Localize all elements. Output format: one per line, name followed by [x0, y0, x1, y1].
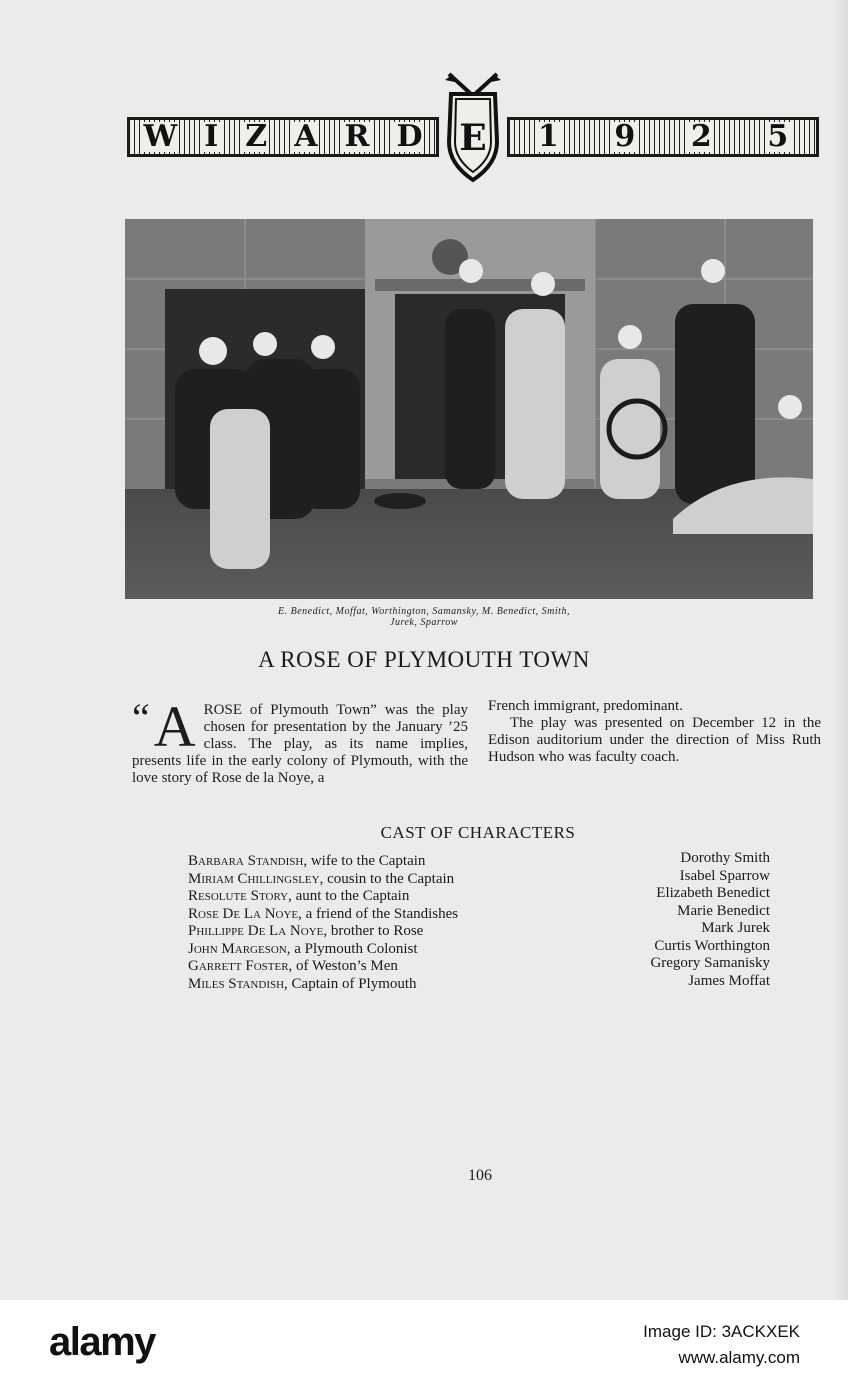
banner-letter: Z	[245, 119, 268, 154]
opening-quote-mark: “	[132, 695, 150, 740]
shield-emblem-icon	[441, 72, 505, 187]
article-paragraph: The play was presented on December 12 in the Edison auditorium under the direction of Miss Ruth Hudson who was faculty coach.	[488, 715, 821, 765]
article-paragraph: ROSE of Plymouth Town” was the play chosen for presentation by the January ’25 class. The play, as its name implies, presents life in the early colony of Plymouth, with the love story of Rose de la Noye, a	[132, 702, 468, 786]
drop-cap: A	[153, 694, 196, 759]
banner-letter: R	[344, 119, 370, 154]
character-description: , wife to the Captain	[303, 853, 426, 869]
character-name: Barbara Standish	[188, 853, 304, 869]
actor-name: Gregory Samanisky	[650, 955, 770, 971]
actor-name: Curtis Worthington	[654, 937, 770, 954]
page-number: 106	[468, 1167, 492, 1184]
actor-name: Mark Jurek	[701, 920, 770, 936]
character-name: Phillippe De La Noye	[188, 923, 324, 939]
article-title: A ROSE OF PLYMOUTH TOWN	[258, 647, 590, 672]
banner-digit: 5	[767, 119, 789, 154]
cast-photo-image	[125, 219, 813, 599]
banner-letter: I	[204, 119, 219, 154]
cast-heading: CAST OF CHARACTERS	[380, 823, 576, 842]
character-name: Resolute Story	[188, 888, 289, 904]
banner-digit: 9	[614, 119, 636, 154]
article-right-column	[488, 698, 821, 766]
cast-photograph	[125, 219, 813, 599]
wizard-1925-banner	[127, 72, 819, 187]
character-name: John Margeson	[188, 940, 287, 957]
character-name: Garrett Foster	[188, 958, 289, 974]
character-description: , Captain of Plymouth	[284, 975, 417, 992]
caption-line: E. Benedict, Moffat, Worthington, Samansky, M. Benedict, Smith,	[278, 606, 570, 617]
image-id: Image ID: 3ACKXEK	[643, 1322, 800, 1341]
character-description: , cousin to the Captain	[319, 870, 455, 887]
character-name: Rose De La Noye	[188, 905, 299, 922]
character-description: , aunt to the Captain	[288, 888, 410, 904]
watermark-brand: alamy	[49, 1320, 155, 1364]
character-description: , a friend of the Standishes	[298, 905, 459, 922]
character-name: Miles Standish	[188, 975, 285, 992]
banner-letter: W	[143, 119, 178, 154]
cast-actors-list	[540, 850, 770, 990]
article-left-column	[132, 694, 468, 787]
banner-left-bar	[127, 117, 439, 157]
banner-letter: D	[396, 119, 423, 154]
banner-letter: A	[294, 119, 318, 154]
actor-name: Marie Benedict	[677, 902, 770, 919]
article-paragraph: French immigrant, predominant.	[488, 698, 683, 714]
character-description: , of Weston’s Men	[288, 958, 398, 974]
watermark-url: www.alamy.com	[678, 1348, 800, 1367]
photo-caption	[0, 606, 848, 628]
banner-right-bar	[507, 117, 819, 157]
banner-digit: 2	[690, 119, 712, 154]
actor-name: Dorothy Smith	[680, 850, 770, 866]
banner-digit: 1	[537, 119, 559, 154]
watermark-footer	[0, 1300, 848, 1390]
emblem-letter: E	[459, 117, 487, 159]
character-description: , brother to Rose	[323, 923, 424, 939]
actor-name: Isabel Sparrow	[679, 867, 770, 884]
actor-name: Elizabeth Benedict	[656, 885, 770, 901]
caption-line: Jurek, Sparrow	[390, 617, 458, 628]
character-name: Miriam Chillingsley	[188, 870, 320, 887]
actor-name: James Moffat	[688, 972, 770, 989]
character-description: , a Plymouth Colonist	[286, 940, 418, 957]
